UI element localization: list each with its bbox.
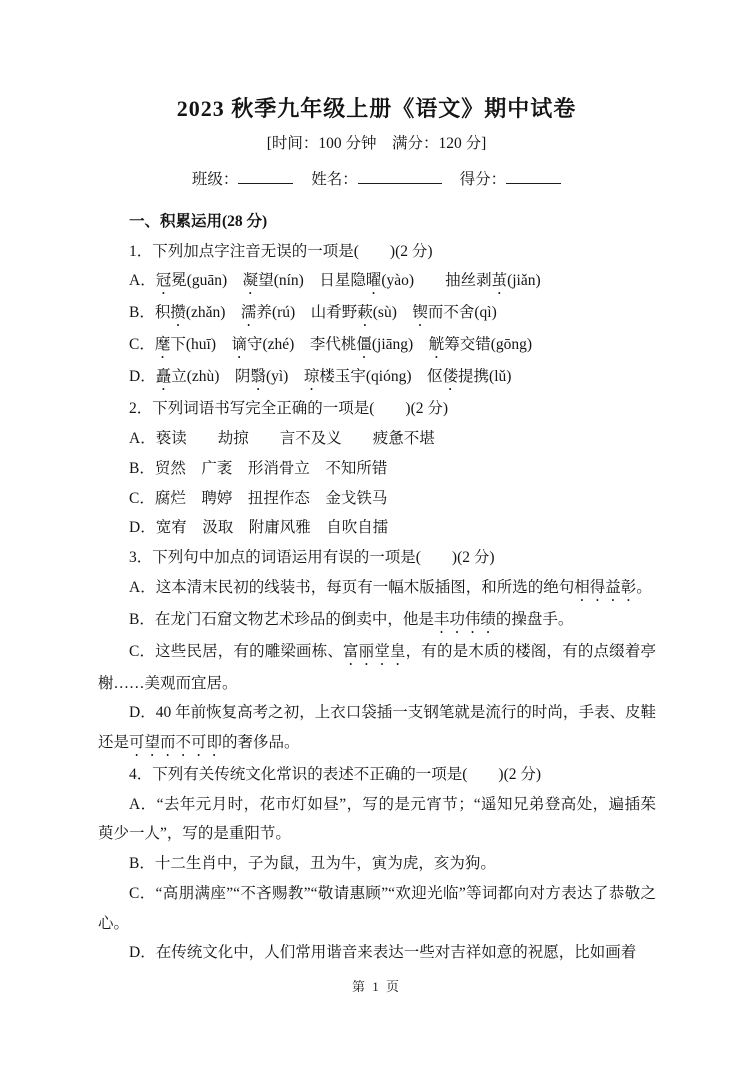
- question-3-option-a: A．这本清末民初的线装书，每页有一幅木版插图，和所选的绝句相得益彰。: [129, 578, 652, 596]
- class-blank-line: [238, 168, 293, 184]
- question-1-option-d: D．矗立(zhù) 阴翳(yì) 琼楼玉宇(qióng) 伛偻提携(lǔ): [129, 368, 512, 386]
- class-field: [192, 168, 294, 192]
- name-field-label: 姓名：: [311, 171, 358, 188]
- question-1-option-b: B．积攒(zhǎn) 濡养(rú) 山肴野蔌(sù) 锲而不舍(qì): [129, 304, 497, 322]
- question-2-option-c: C．腐烂 聘婷 扭捏作态 金戈铁马: [129, 489, 388, 507]
- question-4-option-d: D．在传统文化中，人们常用谐音来表达一些对吉祥如意的祝愿，比如画着: [129, 944, 637, 962]
- question-2-option-b: B．贸然 广袤 形消骨立 不知所错: [129, 459, 388, 477]
- question-1-stem: 1．下列加点字注音无误的一项是( )(2 分): [129, 242, 433, 260]
- question-2-option-d: D．宽宥 汲取 附庸风雅 自吹自擂: [129, 519, 389, 537]
- exam-body: [98, 207, 656, 968]
- score-field-label: 得分：: [459, 171, 507, 188]
- question-4-option-c: C．“高朋满座”“不吝赐教”“敬请惠顾”“欢迎光临”等词都向对方表达了恭敬之心。: [98, 884, 656, 932]
- question-4-option-a: A．“去年元月时，花市灯如昼”，写的是元宵节；“遥知兄弟登高处，遍插茱萸少一人”，写的是重阳节。: [98, 795, 656, 843]
- question-4-stem: 4．下列有关传统文化常识的表述不正确的一项是( )(2 分): [129, 766, 542, 784]
- name-field: [311, 168, 442, 192]
- page-number: 第 1 页: [351, 979, 401, 994]
- score-field: [460, 168, 562, 192]
- question-2-stem: 2．下列词语书写完全正确的一项是( )(2 分): [129, 400, 449, 418]
- score-blank-line: [506, 168, 561, 184]
- question-3-option-b: B．在龙门石窟文物艺术珍品的倒卖中，他是丰功伟绩的操盘手。: [129, 610, 574, 628]
- class-field-label: 班级：: [191, 171, 239, 188]
- question-1-option-c: C．麾下(huī) 谪守(zhé) 李代桃僵(jiāng) 觥筹交错(gōng): [129, 336, 533, 354]
- question-4-option-b: B．十二生肖中，子为鼠，丑为牛，寅为虎，亥为狗。: [129, 855, 496, 873]
- exam-meta: [时间：100 分钟 满分：120 分]: [266, 135, 487, 152]
- question-2-option-a: A．亵读 劫掠 言不及义 疲惫不堪: [129, 430, 435, 448]
- doc-header: [0, 95, 753, 192]
- question-3-option-d: D．40 年前恢复高考之初，上衣口袋插一支钢笔就是流行的时尚，手表、皮鞋还是可望而不可即的奢侈品。: [98, 704, 656, 752]
- question-3-option-c: C．这些民居，有的雕梁画栋、富丽堂皇，有的是木质的楼阁，有的点缀着亭榭……美观而宜居。: [98, 642, 656, 692]
- section-heading-1: 一、积累运用(28 分): [129, 213, 268, 230]
- question-1-option-a: A．冠冕(guān) 凝望(nín) 日星隐曜(yào) 抽丝剥茧(jiǎn): [129, 272, 541, 290]
- question-3-stem: 3．下列句中加点的词语运用有误的一项是( )(2 分): [129, 548, 495, 566]
- student-info-line: [0, 168, 753, 192]
- name-blank-line: [358, 168, 442, 184]
- exam-title: 2023 秋季九年级上册《语文》期中试卷: [176, 96, 577, 121]
